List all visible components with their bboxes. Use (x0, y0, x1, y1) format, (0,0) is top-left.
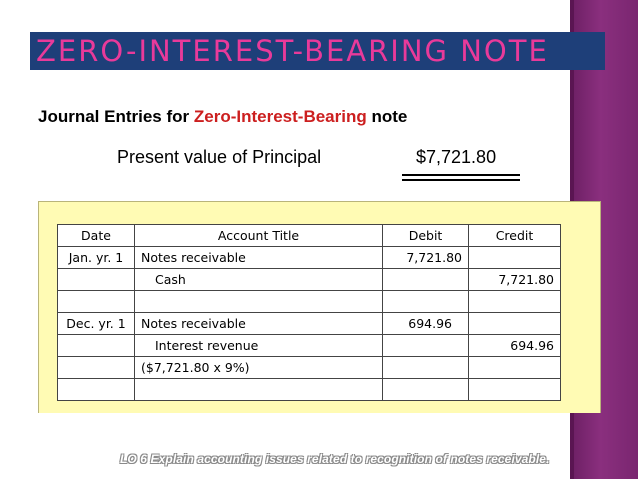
cell-date (58, 269, 135, 291)
table-row (58, 269, 561, 291)
cell-credit: 694.96 (469, 335, 561, 357)
cell-account-indented: Interest revenue (155, 338, 259, 353)
cell-credit (469, 291, 561, 313)
journal-table (57, 224, 561, 401)
subtitle-prefix: Journal Entries for (38, 107, 194, 126)
cell-debit (383, 335, 469, 357)
present-value-label: Present value of Principal (117, 147, 322, 167)
subtitle-suffix: note (366, 107, 408, 126)
double-underline-bottom (402, 179, 520, 181)
slide-title: ZERO-INTEREST-BEARING NOTE (36, 34, 549, 68)
double-underline-top (402, 174, 520, 176)
cell-date: Dec. yr. 1 (58, 313, 135, 335)
header-debit: Debit (383, 225, 469, 247)
table-row (58, 247, 561, 269)
cell-account (135, 335, 383, 357)
header-credit: Credit (469, 225, 561, 247)
cell-account-indented: Cash (155, 272, 186, 287)
cell-debit (383, 291, 469, 313)
title-bar (30, 32, 605, 70)
cell-date (58, 291, 135, 313)
cell-debit (383, 313, 469, 335)
header-account-title: Account Title (135, 225, 383, 247)
cell-account: Notes receivable (135, 313, 383, 335)
cell-credit (469, 313, 561, 335)
present-value-amount: $7,721.80 (416, 147, 497, 167)
cell-credit (469, 357, 561, 379)
cell-account (135, 379, 383, 401)
header-date: Date (58, 225, 135, 247)
cell-account (135, 291, 383, 313)
cell-credit (469, 247, 561, 269)
cell-credit: 7,721.80 (469, 269, 561, 291)
table-row (58, 357, 561, 379)
cell-debit (383, 357, 469, 379)
cell-date (58, 357, 135, 379)
table-row (58, 379, 561, 401)
cell-account: ($7,721.80 x 9%) (135, 357, 383, 379)
cell-debit-value: 694.96 (408, 316, 452, 331)
cell-debit (383, 269, 469, 291)
cell-date (58, 379, 135, 401)
table-row (58, 335, 561, 357)
cell-date: Jan. yr. 1 (58, 247, 135, 269)
cell-account: Notes receivable (135, 247, 383, 269)
table-header-row (58, 225, 561, 247)
cell-debit-value: 7,721.80 (406, 250, 462, 265)
learning-objective-footer: LO 6 Explain accounting issues related to recognition of notes receivable. (120, 452, 550, 466)
cell-credit (469, 379, 561, 401)
cell-account (135, 269, 383, 291)
table-row (58, 313, 561, 335)
cell-date (58, 335, 135, 357)
table-row (58, 291, 561, 313)
subtitle-highlight: Zero-Interest-Bearing (193, 107, 367, 126)
cell-debit (383, 247, 469, 269)
cell-debit (383, 379, 469, 401)
journal-subtitle (38, 107, 407, 127)
